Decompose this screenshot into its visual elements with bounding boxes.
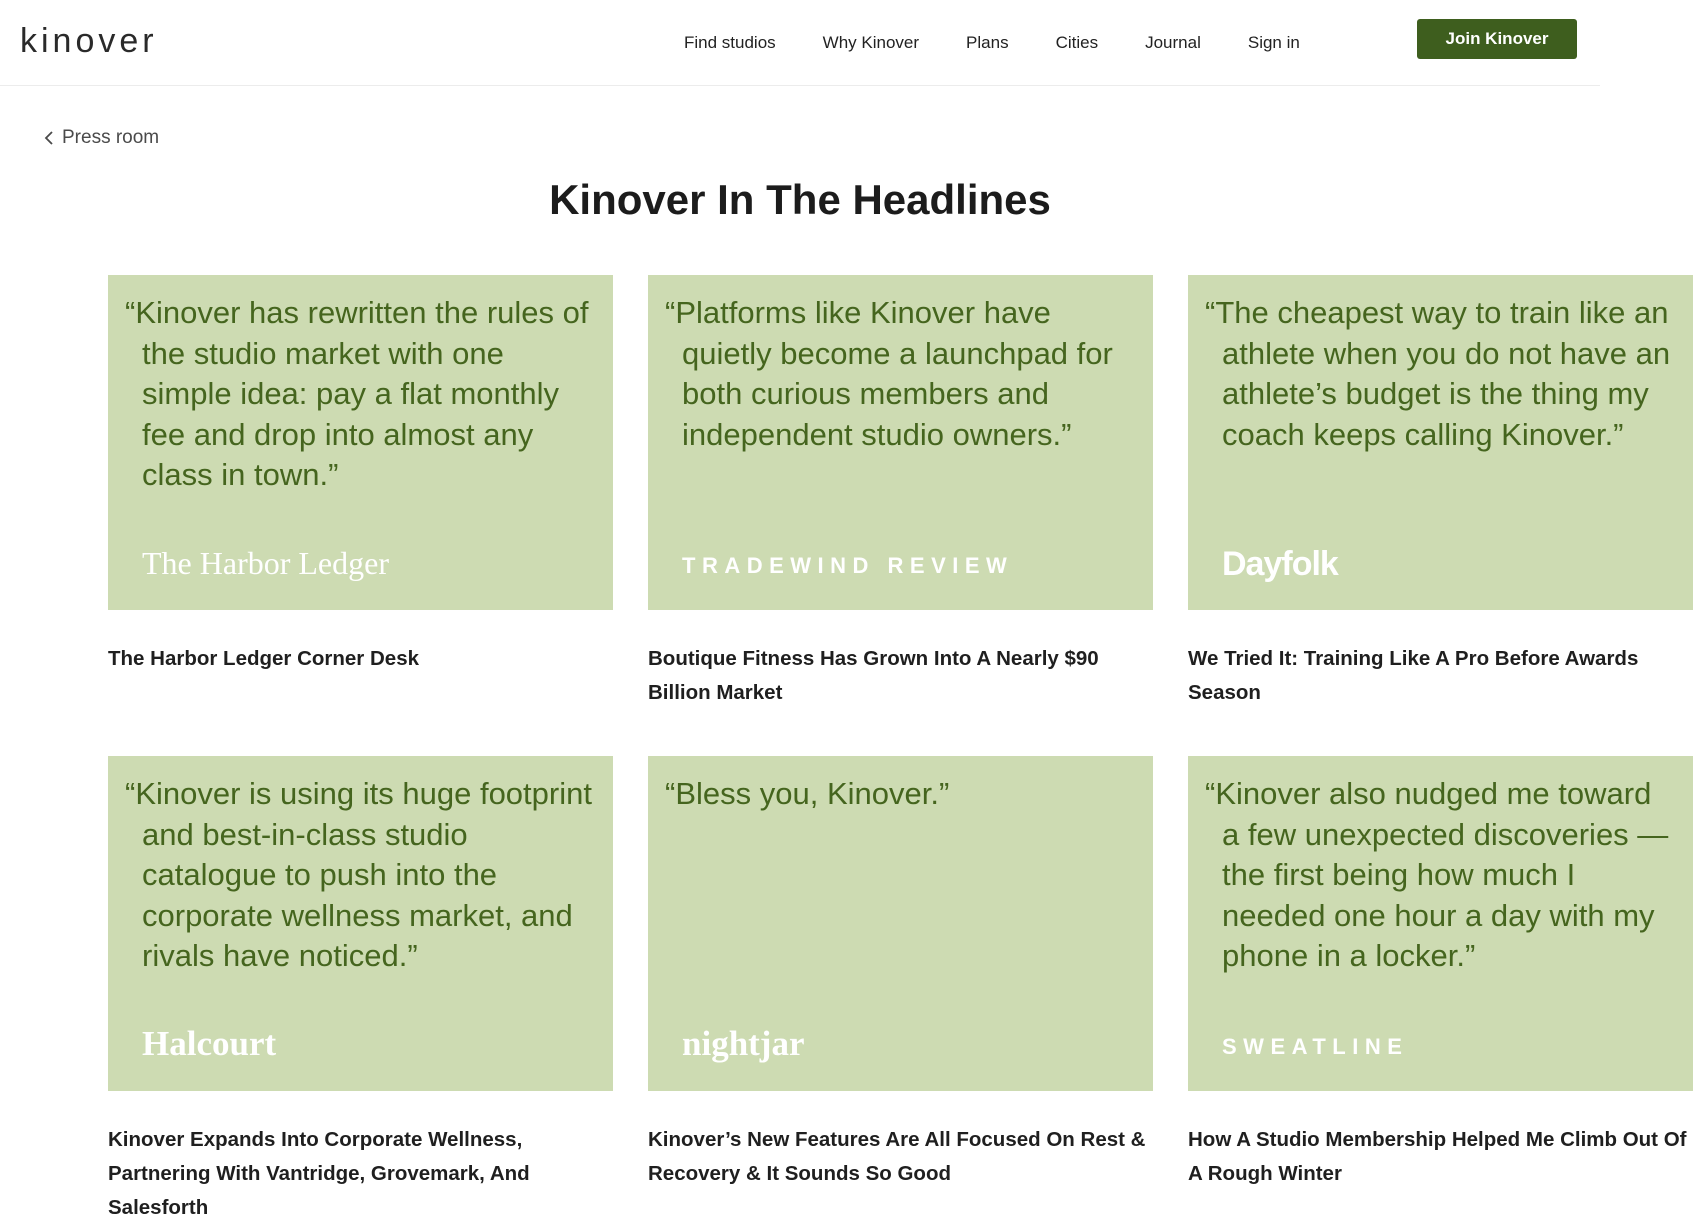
back-link-label: Press room xyxy=(62,127,160,148)
main-nav xyxy=(684,33,1347,53)
quote-box xyxy=(648,756,1153,1091)
site-header xyxy=(0,0,1600,86)
quote-box xyxy=(1188,275,1693,610)
press-card[interactable] xyxy=(108,275,613,676)
press-quote: “Bless you, Kinover.” xyxy=(665,776,950,811)
article-title: We Tried It: Training Like A Pro Before Awards Season xyxy=(1188,647,1639,704)
press-card-link[interactable] xyxy=(1188,275,1693,710)
quote-box xyxy=(648,275,1153,610)
publication-logo: The Harbor Ledger xyxy=(142,545,389,581)
page-title: Kinover In The Headlines xyxy=(549,176,1051,223)
press-card-link[interactable] xyxy=(648,756,1153,1191)
article-title: Kinover Expands Into Corporate Wellness, Partnering With Vantridge, Grovemark, And Salesforth xyxy=(108,1128,530,1219)
press-quote: “Kinover has rewritten the rules of the studio market with one simple idea: pay a flat monthly fee and drop into almost any class in town.” xyxy=(125,295,589,492)
chevron-left-icon xyxy=(42,128,58,148)
press-quote: “Kinover also nudged me toward a few unexpected discoveries — the first being how much I needed one hour a day with my phone in a locker.” xyxy=(1205,776,1669,973)
article-title: The Harbor Ledger Corner Desk xyxy=(108,647,419,670)
press-quote: “Platforms like Kinover have quietly become a launchpad for both curious members and independent studio owners.” xyxy=(665,295,1113,452)
nav-find-studios[interactable]: Find studios xyxy=(684,33,776,52)
nav-plans[interactable]: Plans xyxy=(966,33,1009,52)
press-card-link[interactable] xyxy=(108,275,613,676)
article-title: How A Studio Membership Helped Me Climb Out Of A Rough Winter xyxy=(1188,1128,1687,1185)
nav-why-kinover[interactable]: Why Kinover xyxy=(822,33,920,52)
press-card-link[interactable] xyxy=(1188,756,1693,1191)
quote-box xyxy=(1188,756,1693,1091)
press-quote: “The cheapest way to train like an athlete when you do not have an athlete’s budget is the thing my coach keeps calling Kinover.” xyxy=(1205,295,1671,452)
back-to-press-room-link[interactable] xyxy=(42,127,159,149)
publication-logo: Halcourt xyxy=(142,1024,277,1063)
press-card[interactable] xyxy=(1188,756,1693,1191)
press-card[interactable] xyxy=(648,275,1153,710)
press-quote: “Kinover is using its huge footprint and best-in-class studio catalogue to push into the corporate wellness market, and rivals have noticed.” xyxy=(125,776,592,973)
press-card-link[interactable] xyxy=(648,275,1153,710)
publication-logo: SWEATLINE xyxy=(1222,1034,1409,1059)
publication-logo: nightjar xyxy=(682,1024,805,1063)
press-card-link[interactable] xyxy=(108,756,613,1225)
nav-cities[interactable]: Cities xyxy=(1055,33,1099,52)
nav-sign-in[interactable]: Sign in xyxy=(1247,33,1300,52)
press-card[interactable] xyxy=(108,756,613,1225)
join-kinover-button[interactable]: Join Kinover xyxy=(1417,19,1577,59)
kinover-logo[interactable]: kinover xyxy=(20,22,158,60)
publication-logo: Dayfolk xyxy=(1222,545,1338,583)
press-card[interactable] xyxy=(648,756,1153,1191)
publication-logo: TRADEWIND REVIEW xyxy=(682,553,1014,578)
quote-box xyxy=(108,756,613,1091)
quote-box xyxy=(108,275,613,610)
press-card[interactable] xyxy=(1188,275,1693,710)
article-title: Boutique Fitness Has Grown Into A Nearly $90 Billion Market xyxy=(648,647,1099,704)
article-title: Kinover’s New Features Are All Focused On Rest & Recovery & It Sounds So Good xyxy=(648,1128,1146,1185)
nav-journal[interactable]: Journal xyxy=(1145,33,1201,52)
